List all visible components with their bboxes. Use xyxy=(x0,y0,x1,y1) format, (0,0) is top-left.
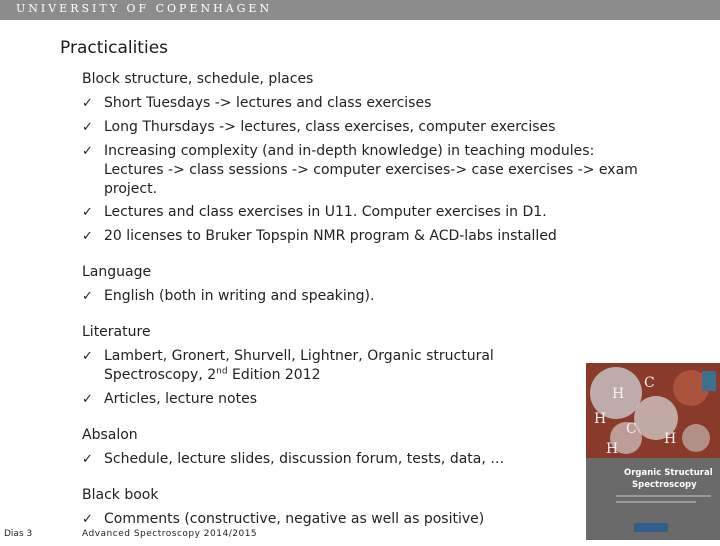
list-item: ✓ Articles, lecture notes xyxy=(82,391,258,407)
university-name: UNIVERSITY OF COPENHAGEN xyxy=(16,2,273,15)
atom-label: H xyxy=(612,386,625,402)
list-item: ✓ Short Tuesdays -> lectures and class exercises xyxy=(82,95,432,111)
bullet-list xyxy=(82,510,642,529)
atom-label: H xyxy=(664,431,677,447)
list-item: ✓ Lectures and class exercises in U11. Computer exercises in D1. xyxy=(82,204,547,220)
check-icon: ✓ xyxy=(82,144,93,159)
atom-label: H xyxy=(594,411,607,427)
bullet-list xyxy=(82,450,642,469)
check-icon: ✓ xyxy=(82,289,93,304)
check-icon: ✓ xyxy=(82,120,93,135)
check-icon: ✓ xyxy=(82,205,93,220)
book-title-line: Organic Structural xyxy=(624,468,713,478)
section-black-book xyxy=(82,486,642,529)
check-icon: ✓ xyxy=(82,229,93,244)
slide-number: Dias 3 xyxy=(4,529,33,539)
check-icon: ✓ xyxy=(82,392,93,407)
section-heading: Absalon xyxy=(82,427,138,443)
book-cover-art xyxy=(586,363,720,540)
section-heading: Language xyxy=(82,264,152,280)
check-icon: ✓ xyxy=(82,512,93,527)
list-item: ✓ Increasing complexity (and in-depth knowledge) in teaching modules: Lectures -> class sessions -> computer exercises-> case exercises -> exam project. xyxy=(82,143,638,197)
list-item: ✓ 20 licenses to Bruker Topspin NMR program & ACD-labs installed xyxy=(82,228,557,244)
section-heading: Literature xyxy=(82,324,151,340)
list-item: ✓ Lambert, Gronert, Shurvell, Lightner, Organic structural Spectroscopy, 2nd Edition 2012 xyxy=(82,348,494,383)
list-item: ✓ English (both in writing and speaking). xyxy=(82,288,375,304)
slide-content xyxy=(82,70,642,546)
list-item: ✓ Long Thursdays -> lectures, class exercises, computer exercises xyxy=(82,119,556,135)
atom-label: H xyxy=(606,441,619,457)
section-literature xyxy=(82,323,642,409)
section-language xyxy=(82,263,642,306)
bullet-list xyxy=(82,94,642,246)
atom-label: C xyxy=(626,421,637,437)
university-banner xyxy=(0,0,720,20)
section-heading: Black book xyxy=(82,487,159,503)
check-icon: ✓ xyxy=(82,349,93,364)
bullet-list xyxy=(82,347,642,409)
check-icon: ✓ xyxy=(82,452,93,467)
list-item: ✓ Comments (constructive, negative as well as positive) xyxy=(82,511,485,527)
book-cover-image xyxy=(586,363,720,540)
check-icon: ✓ xyxy=(82,96,93,111)
book-title-line: Spectroscopy xyxy=(632,480,697,490)
atom-label: C xyxy=(644,375,655,391)
list-item: ✓ Schedule, lecture slides, discussion forum, tests, data, … xyxy=(82,451,505,467)
page-title: Practicalities xyxy=(60,38,169,58)
course-footer: Advanced Spectroscopy 2014/2015 xyxy=(82,529,258,539)
section-block-structure xyxy=(82,70,642,246)
section-absalon xyxy=(82,426,642,469)
section-heading: Block structure, schedule, places xyxy=(82,71,314,87)
bullet-list xyxy=(82,287,642,306)
